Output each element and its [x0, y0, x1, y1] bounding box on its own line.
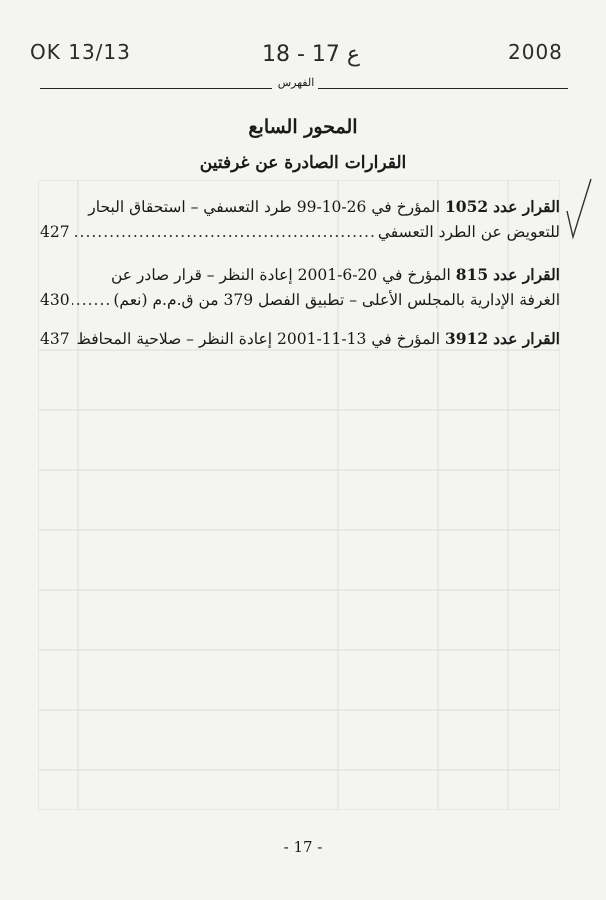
leader-dots — [72, 220, 376, 245]
page-reference: 430 — [40, 291, 70, 309]
header-label: الفهرس — [277, 76, 315, 89]
decision-label: القرار عدد — [493, 197, 560, 216]
decision-label: القرار عدد — [493, 265, 560, 284]
decision-number: 815 — [455, 265, 489, 284]
entry-text: للتعويض عن الطرد التعسفي — [377, 223, 560, 241]
index-entry-815 — [40, 262, 560, 313]
decision-number: 1052 — [445, 197, 489, 216]
entry-text-group — [77, 326, 561, 352]
page-number: - 17 - — [283, 838, 323, 856]
entry-text: المؤرخ في 26-10-99 طرد التعسفي – استحقاق البحار — [88, 198, 441, 216]
axis-title: المحور السابع — [248, 116, 358, 138]
header-rule-left — [40, 88, 272, 89]
handwritten-note-middle: 18 - 17 ع — [262, 42, 361, 67]
section-title: القرارات الصادرة عن غرفتين — [199, 153, 407, 173]
page-reference: 437 — [40, 330, 70, 348]
entry-first-line — [40, 194, 560, 220]
header-rule-right — [318, 88, 568, 89]
index-entry-3912 — [40, 326, 560, 352]
handwritten-note-right: 2008 — [508, 40, 563, 64]
leader-dots — [72, 327, 75, 352]
decision-number: 3912 — [445, 329, 489, 348]
entry-text: المؤرخ في 13-11-2001 إعادة النظر – صلاحية المحافظ — [76, 330, 441, 348]
entry-second-line — [40, 288, 560, 313]
entry-second-line — [40, 220, 560, 245]
entry-first-line — [40, 326, 560, 352]
decision-label: القرار عدد — [493, 329, 560, 348]
entry-text: المؤرخ في 20-6-2001 إعادة النظر – قرار صادر عن — [110, 266, 451, 284]
entry-first-line — [40, 262, 560, 288]
index-entry-1052 — [40, 194, 560, 245]
leader-dots — [72, 288, 112, 313]
check-mark-icon — [565, 175, 593, 245]
page-reference: 427 — [40, 223, 70, 241]
entry-text: الغرفة الإدارية بالمجلس الأعلى – تطبيق الفصل 379 من ق.م.م (نعم) — [113, 291, 560, 309]
handwritten-note-left: OK 13/13 — [30, 40, 131, 64]
